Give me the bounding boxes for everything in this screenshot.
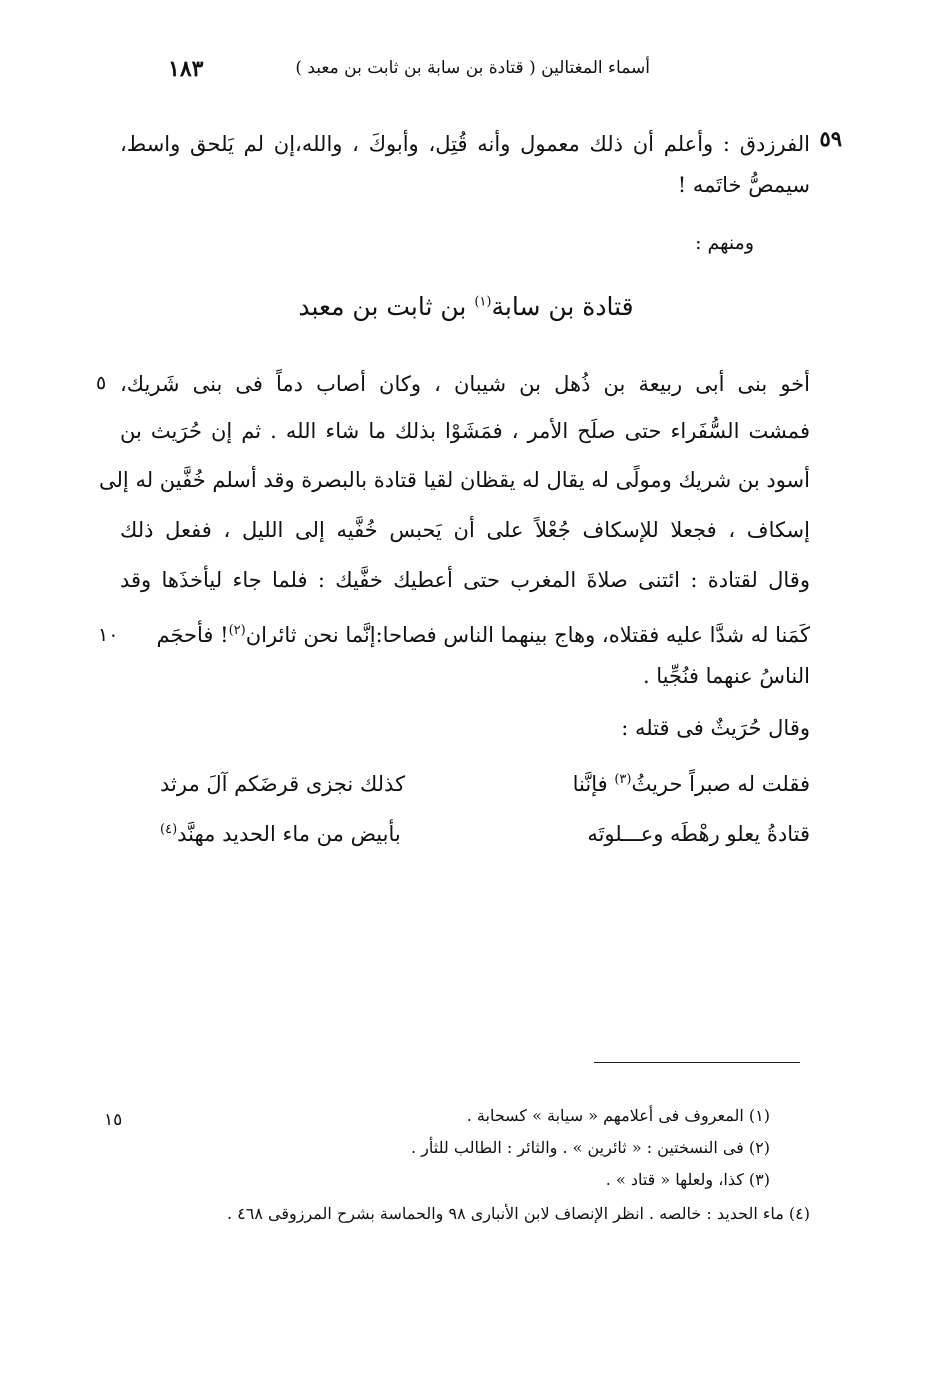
verse-2-hemistich-1: قتادةُ يعلو رهْطَه وعـــلوتَه xyxy=(587,822,810,846)
verse-2-hemistich-2 xyxy=(160,822,401,846)
intro-text: ومنهم : xyxy=(695,232,754,254)
body-line-7: الناسُ عنهما فنُجِّيا . xyxy=(642,664,810,688)
footnote-divider xyxy=(594,1062,800,1063)
heading-rest: بن ثابت بن معبد xyxy=(298,292,467,321)
verse-intro: وقال حُرَيثٌ فى قتله : xyxy=(621,716,810,740)
body-line-2: فمشت السُّفَراء حتى صلَح الأمر ، فمَشَوْا بذلك ما شاء الله . ثم إن حُرَيث بن xyxy=(120,419,810,443)
footnote-1: (١) المعروف فى أعلامهم « سيابة » كسحابة . xyxy=(466,1106,770,1125)
section-heading xyxy=(0,292,932,321)
heading-footnote-ref: (١) xyxy=(474,294,492,310)
page-number: ١٨٣ xyxy=(168,56,204,82)
entry-line-2: سيمصُّ خاتَمه ! xyxy=(677,173,810,197)
verse-1-text: فقلت له صبراً حريثُ xyxy=(631,772,810,796)
body-line-6 xyxy=(120,611,810,655)
running-header-title: أسماء المغتالين ( قتادة بن سابة بن ثابت بن معبد ) xyxy=(295,58,650,78)
footnote-ref-2: (٢) xyxy=(228,623,246,638)
body-line-6-text: كَمَنا له شدَّا عليه فقتلاه، وهاج بينهما الناس فصاحا:إنَّما نحن ثائران xyxy=(245,623,810,647)
margin-line-number: ٥ xyxy=(96,372,107,394)
footnote-4: (٤) ماء الحديد : خالصه . انظر الإنصاف لابن الأنبارى ٩٨ والحماسة بشرح المرزوقى ٤٦٨ . xyxy=(226,1204,810,1223)
entry-number: ٥٩ xyxy=(819,126,842,151)
body-line-1: أخو بنى أبى ربيعة بن ذُهل بن شيبان ، وكان أصاب دماً فى بنى شَريك، xyxy=(120,372,810,396)
body-line-5: وقال لقتادة : ائتنى صلاةَ المغرب حتى أعطيك خفَّيك : فلما جاء ليأخذَها وقد xyxy=(120,568,810,592)
body-line-3: أسود بن شريك ومولًى له يقال له يقظان لقيا قتادة بالبصرة وقد أسلم خُفَّين له إلى xyxy=(99,468,810,492)
verse-2-text: بأبيض من ماء الحديد مهنَّد xyxy=(177,822,401,846)
footnote-3: (٣) كذا، ولعلها « قتاد » . xyxy=(605,1170,770,1189)
footnote-ref-3: (٣) xyxy=(614,772,632,787)
verse-1-hemistich-1 xyxy=(573,772,810,796)
entry-line-1: الفرزدق : وأعلم أن ذلك معمول وأنه قُتِل، وأبوكَ ، والله،إن لم يَلحق واسط، xyxy=(120,132,810,156)
heading-name: قتادة بن سابة xyxy=(491,292,634,321)
body-line-6-tail: ! فأحجَم xyxy=(156,623,229,647)
verse-1-tail: فإنَّنا xyxy=(572,772,615,796)
margin-line-number: ١٥ xyxy=(104,1110,123,1130)
verse-1-hemistich-2: كذلك نجزى قرضَكم آلَ مرثد xyxy=(160,772,406,796)
margin-line-number: ١٠ xyxy=(98,624,119,646)
body-line-4: إسكاف ، فجعلا للإسكاف جُعْلاً على أن يَحبس خُفَّيه إلى الليل ، ففعل ذلك xyxy=(120,518,810,542)
footnote-2: (٢) فى النسختين : « ثائرين » . والثائر : الطالب للثأر . xyxy=(411,1138,770,1157)
footnote-ref-4: (٤) xyxy=(160,822,178,837)
